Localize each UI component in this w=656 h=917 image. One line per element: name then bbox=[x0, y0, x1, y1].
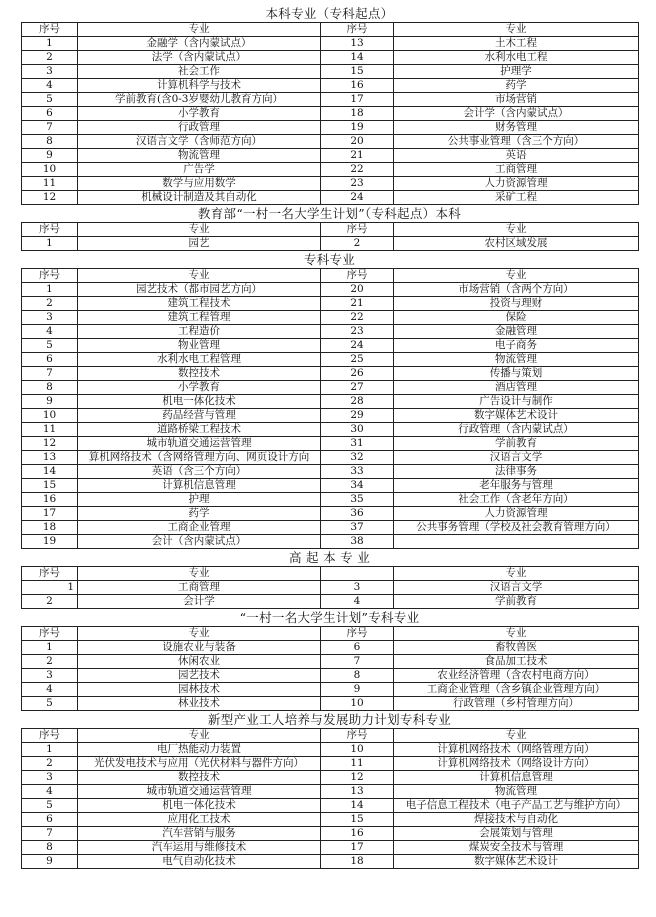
major-name-cell: 行政管理（含内蒙试点） bbox=[394, 423, 639, 437]
major-name-cell: 药品经营与管理 bbox=[78, 409, 321, 423]
column-header: 序号 bbox=[321, 729, 394, 743]
serial-number-cell: 18 bbox=[22, 521, 78, 535]
major-name-cell: 物流管理 bbox=[394, 353, 639, 367]
serial-number-cell: 21 bbox=[321, 297, 394, 311]
serial-number-cell: 22 bbox=[321, 163, 394, 177]
serial-number-cell: 13 bbox=[321, 37, 394, 51]
serial-number-cell: 5 bbox=[22, 93, 78, 107]
serial-number-cell: 28 bbox=[321, 395, 394, 409]
serial-number-cell: 15 bbox=[321, 65, 394, 79]
serial-number-cell: 10 bbox=[22, 409, 78, 423]
major-name-cell: 药学 bbox=[78, 507, 321, 521]
table-header-row bbox=[22, 627, 639, 641]
serial-number-cell: 33 bbox=[321, 465, 394, 479]
serial-number-cell: 6 bbox=[22, 813, 78, 827]
major-name-cell: 园林技术 bbox=[78, 683, 321, 697]
serial-number-cell: 31 bbox=[321, 437, 394, 451]
column-header: 专业 bbox=[394, 567, 639, 581]
serial-number-cell: 6 bbox=[22, 107, 78, 121]
serial-number-cell: 22 bbox=[321, 311, 394, 325]
major-table bbox=[21, 22, 639, 205]
major-name-cell: 数控技术 bbox=[78, 771, 321, 785]
serial-number-cell: 23 bbox=[321, 177, 394, 191]
serial-number-cell: 1 bbox=[22, 743, 78, 757]
serial-number-cell: 19 bbox=[321, 121, 394, 135]
major-name-cell: 电厂热能动力装置 bbox=[78, 743, 321, 757]
major-name-cell: 会计学（含内蒙试点） bbox=[394, 107, 639, 121]
major-name-cell: 煤炭安全技术与管理 bbox=[394, 841, 639, 855]
table-row bbox=[22, 479, 639, 493]
column-header: 序号 bbox=[321, 223, 394, 237]
major-name-cell: 数字媒体艺术设计 bbox=[394, 409, 639, 423]
column-header bbox=[321, 567, 394, 581]
major-name-cell: 建筑工程管理 bbox=[78, 311, 321, 325]
major-name-cell: 采矿工程 bbox=[394, 191, 639, 205]
serial-number-cell: 12 bbox=[22, 191, 78, 205]
serial-number-cell: 14 bbox=[321, 51, 394, 65]
table-row bbox=[22, 107, 639, 121]
serial-number-cell: 18 bbox=[321, 855, 394, 869]
serial-number-cell: 20 bbox=[321, 283, 394, 297]
serial-number-cell: 15 bbox=[22, 479, 78, 493]
table-row bbox=[22, 297, 639, 311]
section-title: 本科专业（专科起点） bbox=[265, 6, 394, 21]
column-header: 序号 bbox=[22, 729, 78, 743]
major-table bbox=[21, 626, 639, 711]
serial-number-cell: 5 bbox=[22, 339, 78, 353]
table-row bbox=[22, 177, 639, 191]
major-name-cell: 食品加工技术 bbox=[394, 655, 639, 669]
column-header: 序号 bbox=[22, 23, 78, 37]
serial-number-cell: 16 bbox=[321, 79, 394, 93]
major-name-cell: 行政管理（乡村管理方向） bbox=[394, 697, 639, 711]
major-name-cell: 人力资源管理 bbox=[394, 177, 639, 191]
serial-number-cell: 24 bbox=[321, 191, 394, 205]
major-name-cell: 老年服务与管理 bbox=[394, 479, 639, 493]
serial-number-cell: 19 bbox=[22, 535, 78, 549]
column-header: 专业 bbox=[78, 729, 321, 743]
major-name-cell: 数学与应用数学 bbox=[78, 177, 321, 191]
major-name-cell: 汉语言文学 bbox=[394, 581, 639, 595]
major-name-cell: 电气自动化技术 bbox=[78, 855, 321, 869]
major-name-cell: 农业经济管理（含农村电商方向） bbox=[394, 669, 639, 683]
column-header: 专业 bbox=[78, 567, 321, 581]
table-row bbox=[22, 339, 639, 353]
major-name-cell: 园艺技术（都市园艺方向） bbox=[78, 283, 321, 297]
table-header-row bbox=[22, 269, 639, 283]
serial-number-cell: 1 bbox=[22, 37, 78, 51]
major-table bbox=[21, 268, 639, 549]
table-row bbox=[22, 841, 639, 855]
table-row bbox=[22, 191, 639, 205]
serial-number-cell: 17 bbox=[321, 841, 394, 855]
table-row bbox=[22, 465, 639, 479]
serial-number-cell: 20 bbox=[321, 135, 394, 149]
table-row bbox=[22, 813, 639, 827]
major-name-cell: 护理学 bbox=[394, 65, 639, 79]
table-row bbox=[22, 325, 639, 339]
major-name-cell: 汽车运用与维修技术 bbox=[78, 841, 321, 855]
major-name-cell: 物流管理 bbox=[394, 785, 639, 799]
major-name-cell: 物流管理 bbox=[78, 149, 321, 163]
table-header-row bbox=[22, 567, 639, 581]
column-header: 专业 bbox=[78, 627, 321, 641]
serial-number-cell: 5 bbox=[22, 799, 78, 813]
major-name-cell: 会计（含内蒙试点） bbox=[78, 535, 321, 549]
table-row bbox=[22, 121, 639, 135]
serial-number-cell: 7 bbox=[22, 367, 78, 381]
major-name-cell: 计算机科学与技术 bbox=[78, 79, 321, 93]
major-name-cell: 机电一体化技术 bbox=[78, 799, 321, 813]
major-name-cell: 英语（含三个方向） bbox=[78, 465, 321, 479]
serial-number-cell: 11 bbox=[22, 423, 78, 437]
serial-number-cell: 23 bbox=[321, 325, 394, 339]
table-row bbox=[22, 79, 639, 93]
column-header: 专业 bbox=[78, 269, 321, 283]
serial-number-cell: 2 bbox=[22, 595, 78, 609]
major-name-cell: 工商企业管理（含乡镇企业管理方向） bbox=[394, 683, 639, 697]
section-title: “一村一名大学生计划”专科专业 bbox=[239, 610, 420, 625]
major-name-cell: 学前教育 bbox=[394, 595, 639, 609]
major-name-cell: 学前教育(含0-3岁婴幼儿教育方向） bbox=[78, 93, 321, 107]
major-name-cell: 水利水电工程管理 bbox=[78, 353, 321, 367]
major-list-sheet bbox=[21, 5, 638, 869]
serial-number-cell: 4 bbox=[22, 325, 78, 339]
major-table bbox=[21, 566, 639, 609]
serial-number-cell: 9 bbox=[22, 395, 78, 409]
table-row bbox=[22, 669, 639, 683]
major-name-cell: 财务管理 bbox=[394, 121, 639, 135]
major-name-cell: 汉语言文学（含师范方向） bbox=[78, 135, 321, 149]
serial-number-cell: 15 bbox=[321, 813, 394, 827]
major-name-cell: 工程造价 bbox=[78, 325, 321, 339]
table-row bbox=[22, 771, 639, 785]
major-name-cell: 汽车营销与服务 bbox=[78, 827, 321, 841]
table-row bbox=[22, 799, 639, 813]
major-name-cell: 土木工程 bbox=[394, 37, 639, 51]
column-header: 专业 bbox=[394, 627, 639, 641]
serial-number-cell: 17 bbox=[22, 507, 78, 521]
major-name-cell: 金融管理 bbox=[394, 325, 639, 339]
major-name-cell: 计算机信息管理 bbox=[78, 479, 321, 493]
table-row bbox=[22, 65, 639, 79]
serial-number-cell: 14 bbox=[321, 799, 394, 813]
serial-number-cell: 3 bbox=[22, 65, 78, 79]
major-name-cell: 焊接技术与自动化 bbox=[394, 813, 639, 827]
table-header-row bbox=[22, 23, 639, 37]
major-name-cell: 小学教育 bbox=[78, 107, 321, 121]
serial-number-cell: 4 bbox=[22, 79, 78, 93]
serial-number-cell: 38 bbox=[321, 535, 394, 549]
serial-number-cell: 6 bbox=[321, 641, 394, 655]
table-row bbox=[22, 507, 639, 521]
major-name-cell: 公共事业管理（含三个方向） bbox=[394, 135, 639, 149]
major-name-cell: 农村区域发展 bbox=[394, 237, 639, 251]
table-header-row bbox=[22, 223, 639, 237]
serial-number-cell: 21 bbox=[321, 149, 394, 163]
serial-number-cell: 8 bbox=[321, 669, 394, 683]
serial-number-cell: 16 bbox=[321, 827, 394, 841]
major-name-cell: 传播与策划 bbox=[394, 367, 639, 381]
serial-number-cell: 8 bbox=[22, 841, 78, 855]
column-header: 专业 bbox=[394, 23, 639, 37]
major-name-cell: 会展策划与管理 bbox=[394, 827, 639, 841]
table-row bbox=[22, 757, 639, 771]
serial-number-cell: 14 bbox=[22, 465, 78, 479]
serial-number-cell: 2 bbox=[321, 237, 394, 251]
serial-number-cell: 10 bbox=[22, 163, 78, 177]
major-name-cell: 保险 bbox=[394, 311, 639, 325]
table-row bbox=[22, 697, 639, 711]
major-name-cell: 药学 bbox=[394, 79, 639, 93]
column-header: 专业 bbox=[78, 23, 321, 37]
section-title: 高 起 本 专 业 bbox=[288, 550, 371, 565]
major-name-cell: 光伏发电技术与应用（光伏材料与器件方向） bbox=[78, 757, 321, 771]
major-name-cell: 建筑工程技术 bbox=[78, 297, 321, 311]
table-header-row bbox=[22, 729, 639, 743]
table-row bbox=[22, 367, 639, 381]
serial-number-cell: 9 bbox=[321, 683, 394, 697]
table-row bbox=[22, 827, 639, 841]
serial-number-cell: 4 bbox=[22, 785, 78, 799]
major-name-cell: 园艺 bbox=[78, 237, 321, 251]
major-name-cell: 英语 bbox=[394, 149, 639, 163]
column-header: 序号 bbox=[321, 627, 394, 641]
column-header: 专业 bbox=[394, 729, 639, 743]
serial-number-cell: 12 bbox=[22, 437, 78, 451]
serial-number-cell: 37 bbox=[321, 521, 394, 535]
serial-number-cell: 30 bbox=[321, 423, 394, 437]
major-name-cell: 法律事务 bbox=[394, 465, 639, 479]
major-name-cell: 城市轨道交通运营管理 bbox=[78, 437, 321, 451]
section-title: 教育部“一村一名大学生计划”（专科起点）本科 bbox=[197, 206, 462, 221]
serial-number-cell: 1 bbox=[22, 641, 78, 655]
major-name-cell: 设施农业与装备 bbox=[78, 641, 321, 655]
serial-number-cell: 2 bbox=[22, 655, 78, 669]
table-row bbox=[22, 149, 639, 163]
serial-number-cell: 4 bbox=[22, 683, 78, 697]
table-row bbox=[22, 595, 639, 609]
column-header: 序号 bbox=[321, 23, 394, 37]
major-name-cell: 人力资源管理 bbox=[394, 507, 639, 521]
serial-number-cell: 3 bbox=[22, 669, 78, 683]
serial-number-cell: 18 bbox=[321, 107, 394, 121]
major-name-cell: 计算机网络技术（网络设计方向） bbox=[394, 757, 639, 771]
serial-number-cell: 36 bbox=[321, 507, 394, 521]
serial-number-cell: 9 bbox=[22, 149, 78, 163]
table-row bbox=[22, 581, 639, 595]
major-name-cell: 数控技术 bbox=[78, 367, 321, 381]
major-name-cell: 会计学 bbox=[78, 595, 321, 609]
major-name-cell: 投资与理财 bbox=[394, 297, 639, 311]
serial-number-cell: 34 bbox=[321, 479, 394, 493]
column-header: 专业 bbox=[78, 223, 321, 237]
table-row bbox=[22, 785, 639, 799]
major-name-cell: 公共事务管理（学校及社会教育管理方向） bbox=[394, 521, 639, 535]
major-name-cell: 园艺技术 bbox=[78, 669, 321, 683]
serial-number-cell: 1 bbox=[22, 237, 78, 251]
major-name-cell: 机电一体化技术 bbox=[78, 395, 321, 409]
major-name-cell: 行政管理 bbox=[78, 121, 321, 135]
serial-number-cell: 7 bbox=[321, 655, 394, 669]
serial-number-cell: 1 bbox=[22, 283, 78, 297]
serial-number-cell: 11 bbox=[22, 177, 78, 191]
major-name-cell: 水利水电工程 bbox=[394, 51, 639, 65]
major-name-cell: 电子商务 bbox=[394, 339, 639, 353]
major-name-cell: 物业管理 bbox=[78, 339, 321, 353]
major-name-cell: 酒店管理 bbox=[394, 381, 639, 395]
serial-number-cell: 3 bbox=[22, 771, 78, 785]
serial-number-cell: 13 bbox=[22, 451, 78, 465]
serial-number-cell: 10 bbox=[321, 743, 394, 757]
major-name-cell: 社会工作（含老年方向） bbox=[394, 493, 639, 507]
table-row bbox=[22, 395, 639, 409]
serial-number-cell: 25 bbox=[321, 353, 394, 367]
table-row bbox=[22, 535, 639, 549]
serial-number-cell: 2 bbox=[22, 757, 78, 771]
column-header: 专业 bbox=[394, 269, 639, 283]
serial-number-cell: 27 bbox=[321, 381, 394, 395]
column-header: 专业 bbox=[394, 223, 639, 237]
serial-number-cell: 2 bbox=[22, 51, 78, 65]
serial-number-cell: 3 bbox=[321, 581, 394, 595]
major-name-cell: 工商管理 bbox=[78, 581, 321, 595]
serial-number-cell: 7 bbox=[22, 121, 78, 135]
major-name-cell bbox=[394, 535, 639, 549]
serial-number-cell: 29 bbox=[321, 409, 394, 423]
serial-number-cell: 10 bbox=[321, 697, 394, 711]
serial-number-cell: 2 bbox=[22, 297, 78, 311]
table-row bbox=[22, 641, 639, 655]
major-name-cell: 应用化工技术 bbox=[78, 813, 321, 827]
table-row bbox=[22, 353, 639, 367]
major-name-cell: 汉语言文学 bbox=[394, 451, 639, 465]
major-name-cell: 小学教育 bbox=[78, 381, 321, 395]
major-name-cell: 畜牧兽医 bbox=[394, 641, 639, 655]
table-row bbox=[22, 283, 639, 297]
major-name-cell: 社会工作 bbox=[78, 65, 321, 79]
table-row bbox=[22, 437, 639, 451]
major-name-cell: 工商管理 bbox=[394, 163, 639, 177]
serial-number-cell: 1 bbox=[22, 581, 78, 595]
serial-number-cell: 9 bbox=[22, 855, 78, 869]
serial-number-cell: 6 bbox=[22, 353, 78, 367]
serial-number-cell: 24 bbox=[321, 339, 394, 353]
table-row bbox=[22, 423, 639, 437]
major-name-cell: 林业技术 bbox=[78, 697, 321, 711]
major-name-cell: 算机网络技术（含网络管理方向、网页设计方向 bbox=[78, 451, 321, 465]
major-name-cell: 工商企业管理 bbox=[78, 521, 321, 535]
serial-number-cell: 32 bbox=[321, 451, 394, 465]
major-name-cell: 计算机信息管理 bbox=[394, 771, 639, 785]
table-row bbox=[22, 163, 639, 177]
major-name-cell: 市场营销 bbox=[394, 93, 639, 107]
table-row bbox=[22, 409, 639, 423]
table-row bbox=[22, 451, 639, 465]
serial-number-cell: 8 bbox=[22, 381, 78, 395]
major-name-cell: 道路桥梁工程技术 bbox=[78, 423, 321, 437]
major-name-cell: 学前教育 bbox=[394, 437, 639, 451]
major-name-cell: 城市轨道交通运营管理 bbox=[78, 785, 321, 799]
table-row bbox=[22, 855, 639, 869]
major-name-cell: 法学（含内蒙试点） bbox=[78, 51, 321, 65]
major-table bbox=[21, 222, 639, 251]
section-title: 新型产业工人培养与发展助力计划专科专业 bbox=[207, 712, 452, 727]
column-header: 序号 bbox=[22, 223, 78, 237]
table-row bbox=[22, 381, 639, 395]
table-row bbox=[22, 135, 639, 149]
section-title: 专科专业 bbox=[303, 252, 356, 267]
major-name-cell: 市场营销（含两个方向） bbox=[394, 283, 639, 297]
table-row bbox=[22, 493, 639, 507]
table-row bbox=[22, 37, 639, 51]
column-header: 序号 bbox=[321, 269, 394, 283]
table-row bbox=[22, 51, 639, 65]
table-row bbox=[22, 743, 639, 757]
serial-number-cell: 11 bbox=[321, 757, 394, 771]
major-table bbox=[21, 728, 639, 869]
serial-number-cell: 26 bbox=[321, 367, 394, 381]
column-header: 序号 bbox=[22, 567, 78, 581]
column-header: 序号 bbox=[22, 627, 78, 641]
serial-number-cell: 16 bbox=[22, 493, 78, 507]
serial-number-cell: 12 bbox=[321, 771, 394, 785]
serial-number-cell: 35 bbox=[321, 493, 394, 507]
major-name-cell: 数字媒体艺术设计 bbox=[394, 855, 639, 869]
major-name-cell: 护理 bbox=[78, 493, 321, 507]
table-row bbox=[22, 93, 639, 107]
column-header: 序号 bbox=[22, 269, 78, 283]
serial-number-cell: 5 bbox=[22, 697, 78, 711]
table-row bbox=[22, 237, 639, 251]
table-row bbox=[22, 655, 639, 669]
serial-number-cell: 17 bbox=[321, 93, 394, 107]
serial-number-cell: 7 bbox=[22, 827, 78, 841]
table-row bbox=[22, 311, 639, 325]
serial-number-cell: 3 bbox=[22, 311, 78, 325]
serial-number-cell: 13 bbox=[321, 785, 394, 799]
serial-number-cell: 8 bbox=[22, 135, 78, 149]
table-row bbox=[22, 521, 639, 535]
major-name-cell: 金融学（含内蒙试点） bbox=[78, 37, 321, 51]
table-row bbox=[22, 683, 639, 697]
major-name-cell: 广告学 bbox=[78, 163, 321, 177]
major-name-cell: 电子信息工程技术（电子产品工艺与维护方向） bbox=[394, 799, 639, 813]
major-name-cell: 计算机网络技术（网络管理方向） bbox=[394, 743, 639, 757]
major-name-cell: 广告设计与制作 bbox=[394, 395, 639, 409]
major-name-cell: 休闲农业 bbox=[78, 655, 321, 669]
serial-number-cell: 4 bbox=[321, 595, 394, 609]
major-name-cell: 机械设计制造及其自动化 bbox=[78, 191, 321, 205]
